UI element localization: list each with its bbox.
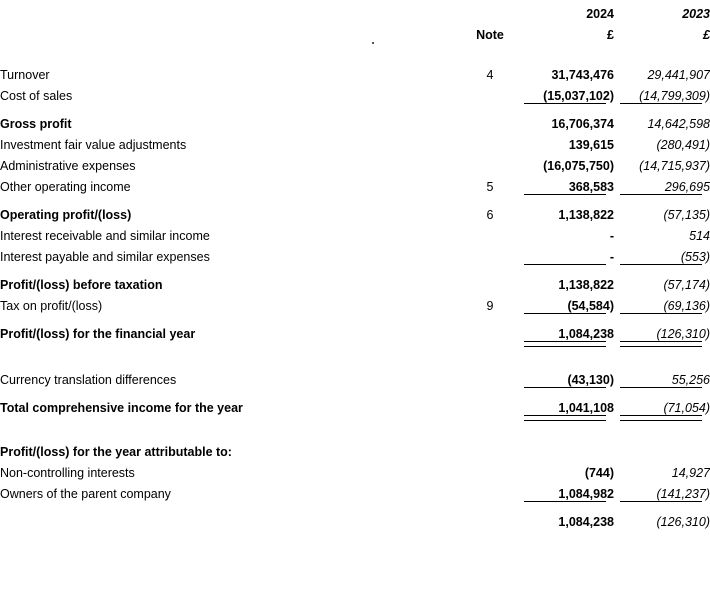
row-value-2023: 14,642,598 (647, 117, 710, 131)
row-value-2023: 29,441,907 (647, 68, 710, 82)
header-spacer-2 (0, 21, 462, 42)
row-value-2024: 368,583 (568, 180, 614, 194)
row-note (462, 82, 518, 103)
header-currency-2023: £ (703, 28, 710, 42)
row-value-2024: 1,041,108 (558, 401, 614, 415)
row-label: Gross profit (0, 117, 72, 131)
row-note (462, 432, 518, 459)
row-value-2024: - (609, 229, 614, 243)
row-note: 9 (486, 299, 494, 313)
row-value-2024: (16,075,750) (543, 159, 614, 173)
table-row (0, 366, 710, 387)
row-label: Interest receivable and similar income (0, 229, 210, 243)
row-label: Cost of sales (0, 89, 73, 103)
table-row (0, 173, 710, 194)
row-label: Tax on profit/(loss) (0, 299, 103, 313)
row-value-2024: 1,084,238 (558, 327, 614, 341)
row-note (462, 480, 518, 501)
row-value-2024: 1,084,982 (558, 487, 614, 501)
spacer (0, 42, 710, 61)
row-label: Interest payable and similar expenses (0, 250, 210, 264)
table-row (0, 82, 710, 103)
row-value-2024: (54,584) (567, 299, 614, 313)
row-value-2023: (14,715,937) (639, 159, 710, 173)
row-value-2023: (126,310) (656, 515, 710, 529)
row-label: Profit/(loss) before taxation (0, 278, 163, 292)
row-label: Other operating income (0, 180, 131, 194)
page-mark (372, 42, 374, 44)
row-value-2024: - (609, 250, 614, 264)
row-value-2024: (15,037,102) (543, 89, 614, 103)
row-note: 5 (486, 180, 494, 194)
row-label: Operating profit/(loss) (0, 208, 132, 222)
row-label: Currency translation differences (0, 373, 177, 387)
table-row (0, 104, 710, 131)
row-label: Profit/(loss) for the financial year (0, 327, 196, 341)
table-row (0, 222, 710, 243)
row-note (462, 131, 518, 152)
table-row (0, 314, 710, 341)
row-note (462, 314, 518, 341)
table-header-years (0, 0, 710, 21)
row-note (462, 388, 518, 415)
row-label: Investment fair value adjustments (0, 138, 187, 152)
row-label: Owners of the parent company (0, 487, 171, 501)
row-label: Administrative expenses (0, 159, 136, 173)
row-label: Non-controlling interests (0, 466, 135, 480)
row-label: Profit/(loss) for the year attributable to: (0, 445, 232, 459)
row-value-2023: (69,136) (663, 299, 710, 313)
table-row (0, 61, 710, 82)
row-value-2024: 139,615 (568, 138, 614, 152)
row-value-2023: (553) (680, 250, 710, 264)
spacer (0, 347, 710, 366)
header-note-label: Note (476, 28, 504, 42)
header-currency-2024: £ (607, 28, 614, 42)
row-note: 6 (486, 208, 494, 222)
row-value-2023: (14,799,309) (639, 89, 710, 103)
table-row (0, 195, 710, 222)
row-value-2023: 296,695 (664, 180, 710, 194)
table-row (0, 152, 710, 173)
row-value-2024: 1,138,822 (558, 208, 614, 222)
row-value-2024 (518, 432, 614, 459)
spacer (0, 421, 710, 432)
row-note (462, 502, 518, 529)
row-value-2023: 514 (689, 229, 710, 243)
table-header-currency (0, 21, 710, 42)
header-spacer (0, 0, 462, 21)
row-value-2024: 16,706,374 (551, 117, 614, 131)
row-note (462, 366, 518, 387)
header-year-2023: 2023 (682, 7, 710, 21)
row-label: Total comprehensive income for the year (0, 401, 243, 415)
row-note: 4 (486, 68, 494, 82)
header-year-2024: 2024 (586, 7, 614, 21)
header-note-spacer (462, 0, 518, 21)
table-row (0, 388, 710, 415)
row-value-2024: 31,743,476 (551, 68, 614, 82)
row-value-2023: (57,174) (663, 278, 710, 292)
row-label (0, 502, 462, 529)
row-value-2024: 1,138,822 (558, 278, 614, 292)
row-value-2023: (280,491) (656, 138, 710, 152)
row-value-2023: (57,135) (663, 208, 710, 222)
row-value-2023: 14,927 (671, 466, 710, 480)
row-note (462, 265, 518, 292)
table-row (0, 265, 710, 292)
row-note (462, 104, 518, 131)
table-row (0, 480, 710, 501)
row-value-2023: (126,310) (656, 327, 710, 341)
row-value-2023 (614, 432, 710, 459)
table-row (0, 459, 710, 480)
row-note (462, 222, 518, 243)
row-value-2024: (43,130) (567, 373, 614, 387)
row-note (462, 152, 518, 173)
row-value-2023: 55,256 (671, 373, 710, 387)
table-row (0, 292, 710, 313)
table-row (0, 432, 710, 459)
row-label: Turnover (0, 68, 50, 82)
row-value-2024: 1,084,238 (558, 515, 614, 529)
table-row (0, 131, 710, 152)
table-row (0, 243, 710, 264)
row-value-2024: (744) (584, 466, 614, 480)
row-value-2023: (71,054) (663, 401, 710, 415)
row-note (462, 459, 518, 480)
table-row (0, 502, 710, 529)
row-value-2023: (141,237) (656, 487, 710, 501)
row-note (462, 243, 518, 264)
